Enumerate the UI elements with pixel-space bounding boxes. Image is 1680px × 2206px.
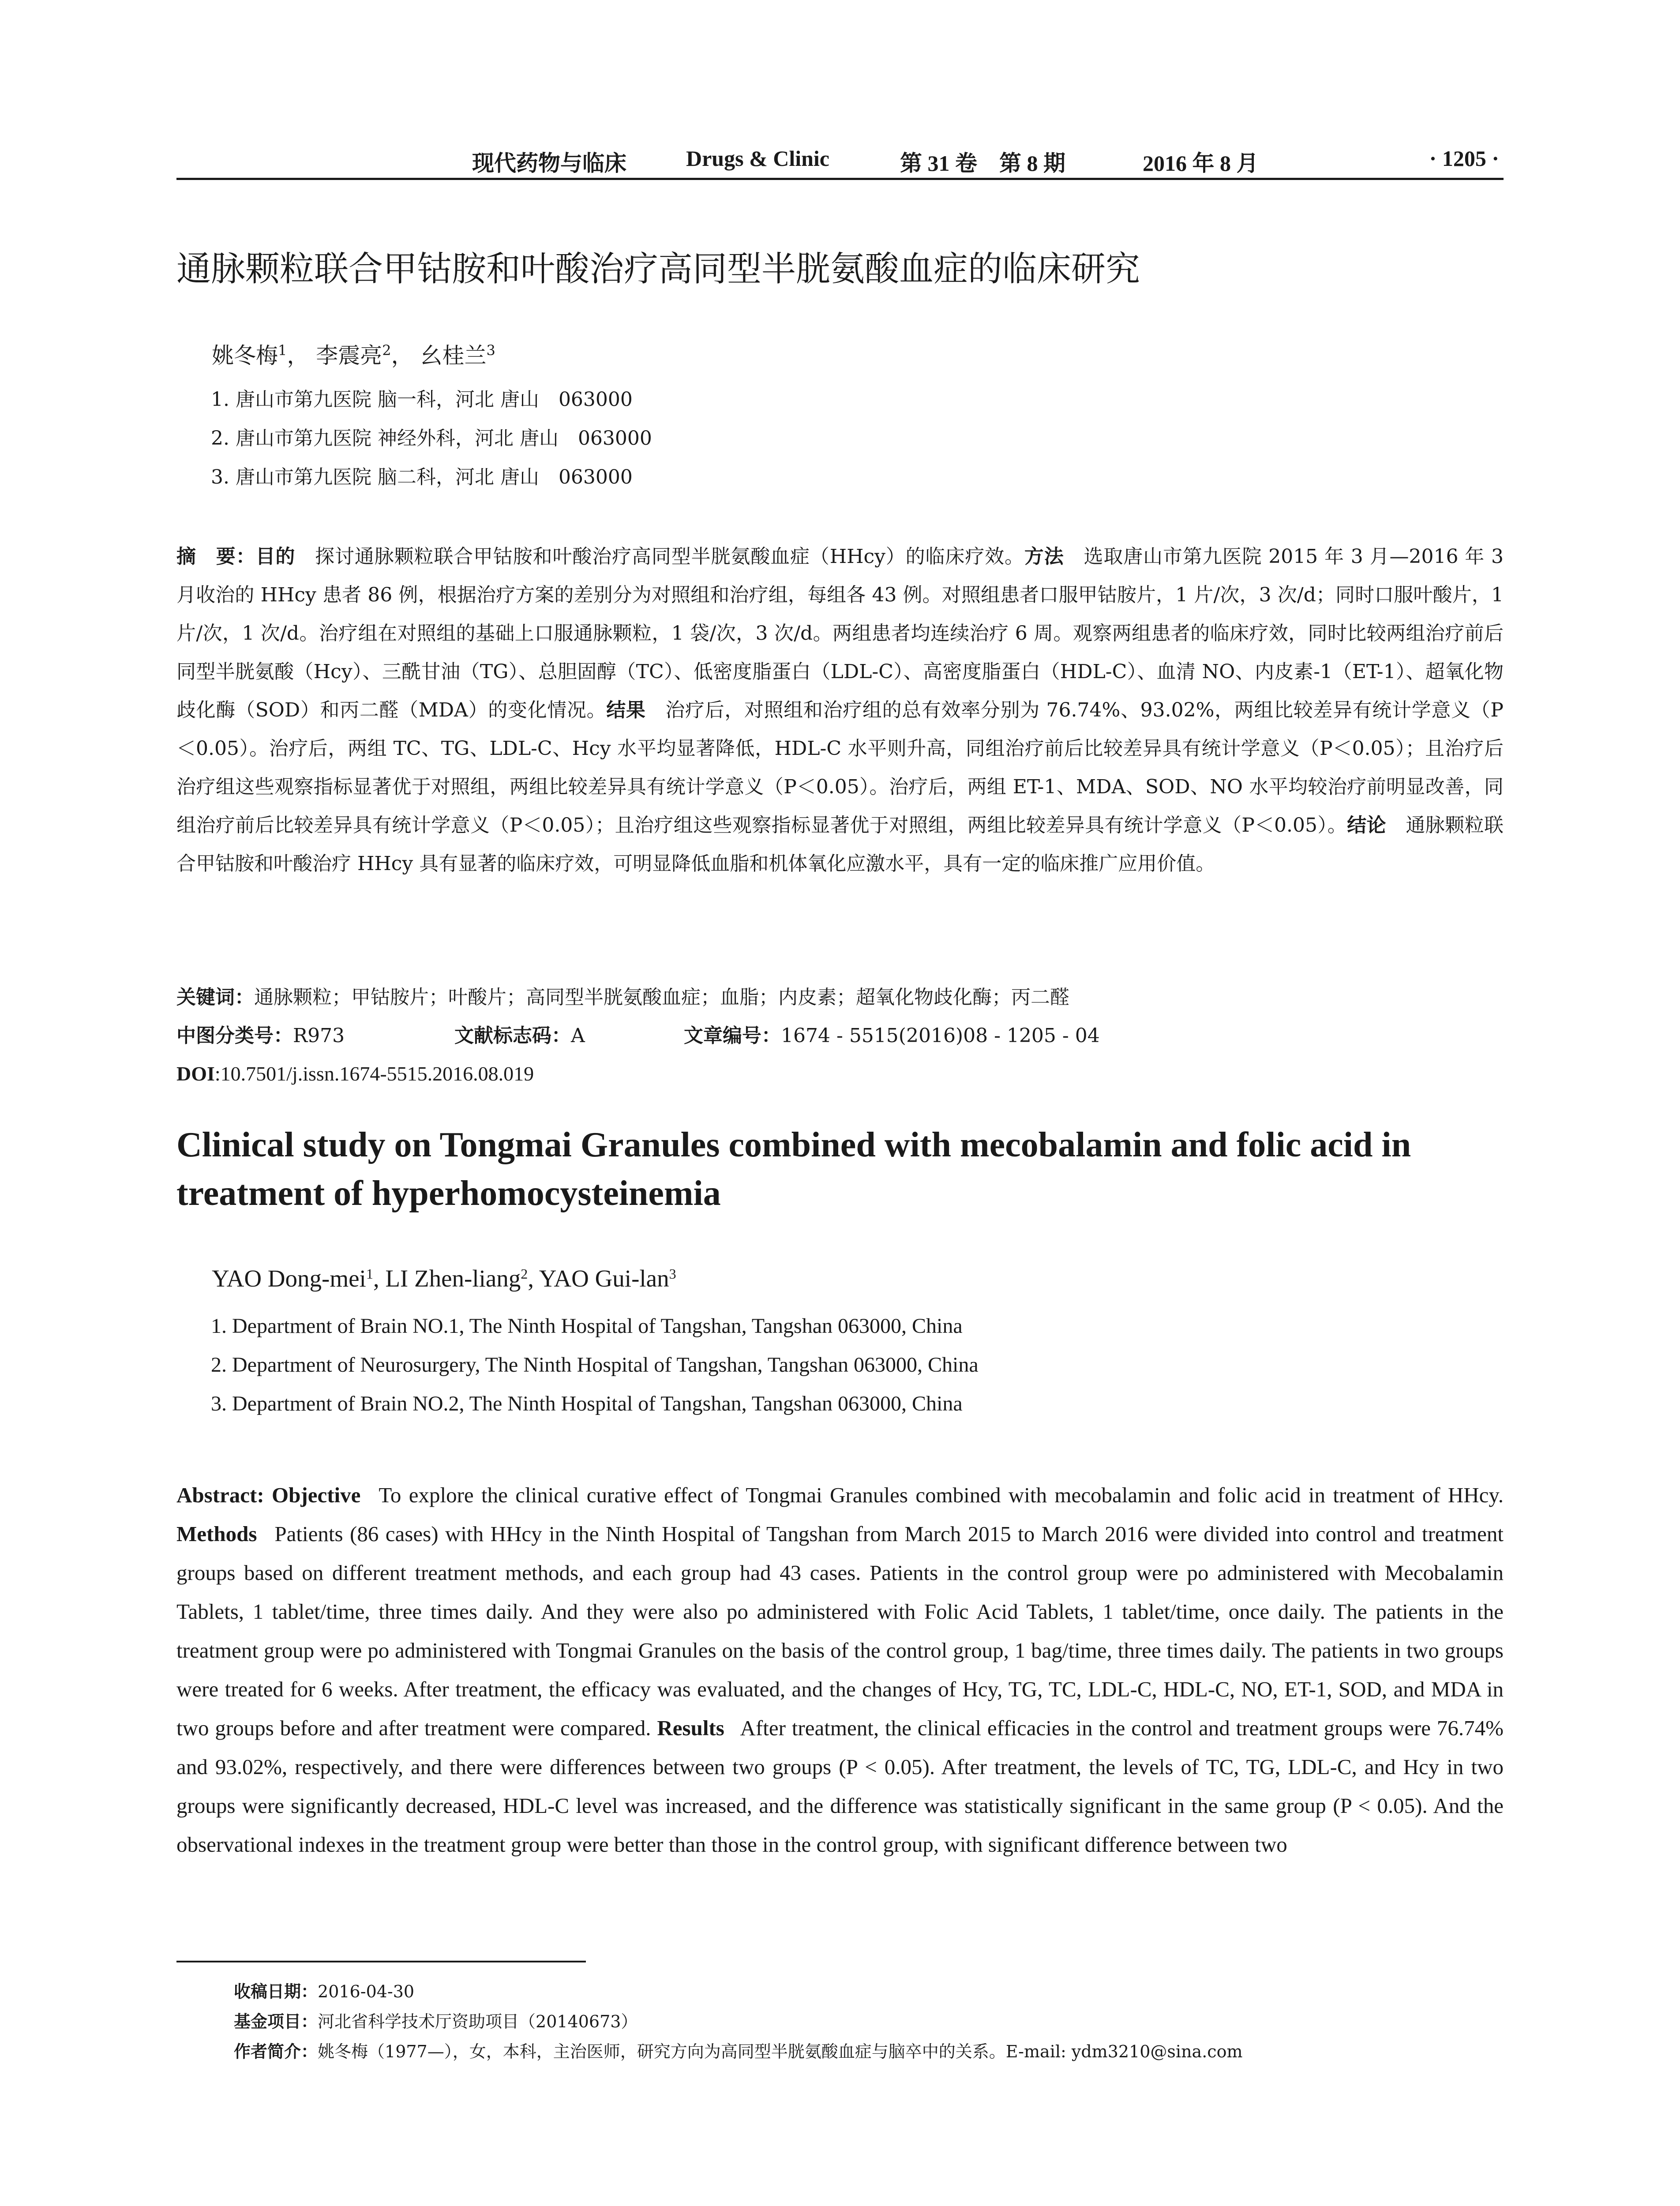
affiliation-cn: 3. 唐山市第九医院 脑二科，河北 唐山 063000 xyxy=(211,466,633,488)
author-en-sup: 1 xyxy=(366,1266,373,1282)
author-cn-sup: 3 xyxy=(486,342,495,359)
affiliation-en: 1. Department of Brain NO.1, The Ninth Hospital of Tangshan, Tangshan 063000, China xyxy=(211,1314,963,1338)
methods-en-text: Patients (86 cases) with HHcy in the Ninth Hospital of Tangshan from March 2015 to March 2016 were divided into control and treatment groups based on different treatment methods, and each group had 43 cases. Patients in the control group were po administered with Mecobalamin Tablets, 1 tablet/time, three times daily. And they were also po administered with Folic Acid Tablets, 1 tablet/time, once daily. The patients in the treatment group were po administered with Tongmai Granules on the basis of the control group, 1 bag/time, three times daily. The patients in two groups were treated for 6 weeks. After treatment, the efficacy was evaluated, and the changes of Hcy, TG, TC, LDL-C, HDL-C, NO, ET-1, SOD, and MDA in two groups before and after treatment were compared. xyxy=(176,1522,1504,1740)
methods-cn-text: 选取唐山市第九医院 2015 年 3 月—2016 年 3 月收治的 HHcy 患者 86 例，根据治疗方案的差别分为对照组和治疗组，每组各 43 例。对照组患者口服甲钴胺片，1 片/次，3 次/d；同时口服叶酸片，1 片/次，1 次/d。治疗组在对照组的基础上口服通脉颗粒，1 袋/次，3 次/d。两组患者均连续治疗 6 周。观察两组患者的临床疗效，同时比较两组治疗前后同型半胱氨酸（Hcy）、三酰甘油（TG）、总胆固醇（TC）、低密度脂蛋白（LDL-C）、高密度脂蛋白（HDL-C）、血清 NO、内皮素-1（ET-1）、超氧化物歧化酶（SOD）和丙二醛（MDA）的变化情况。 xyxy=(176,545,1504,721)
affiliations-cn xyxy=(211,380,652,497)
keywords-text: 通脉颗粒；甲钴胺片；叶酸片；高同型半胱氨酸血症；血脂；内皮素；超氧化物歧化酶；丙二醛 xyxy=(254,986,1069,1009)
abstract-en xyxy=(176,1476,1504,1864)
doi-value[interactable]: :10.7501/j.issn.1674-5515.2016.08.019 xyxy=(214,1062,534,1085)
doi-label: DOI xyxy=(176,1062,215,1085)
results-en-label: Results xyxy=(657,1716,724,1740)
journal-name-en: Drugs & Clinic xyxy=(686,146,829,171)
received-value: 2016-04-30 xyxy=(318,1982,415,2001)
author-en-name: YAO Gui-lan xyxy=(539,1265,669,1292)
author-bio xyxy=(234,2037,1242,2067)
affiliation-en: 3. Department of Brain NO.2, The Ninth Hospital of Tangshan, Tangshan 063000, China xyxy=(211,1392,963,1415)
affiliation-en: 2. Department of Neurosurgery, The Ninth Hospital of Tangshan, Tangshan 063000, China xyxy=(211,1353,979,1377)
author-bio-label: 作者简介： xyxy=(234,2042,318,2061)
title-en: Clinical study on Tongmai Granules combined with mecobalamin and folic acid in treatment of hyperhomocysteinemia xyxy=(176,1126,1411,1213)
author-cn-name: 幺桂兰 xyxy=(420,343,487,368)
affiliation-cn: 1. 唐山市第九医院 脑一科，河北 唐山 063000 xyxy=(211,388,633,411)
affiliations-en xyxy=(211,1307,979,1423)
methods-cn-label: 方法 xyxy=(1024,545,1064,568)
authors-en: YAO Dong-mei$^1$, LI Zhen-liang$^2$, YAO Gui-lan$^3$ xyxy=(212,1265,676,1292)
author-cn-sup: 2 xyxy=(382,342,391,359)
footnote-rule xyxy=(176,1961,586,1962)
title-cn: 通脉颗粒联合甲钴胺和叶酸治疗高同型半胱氨酸血症的临床研究 xyxy=(176,249,1140,289)
author-cn-name: 姚冬梅 xyxy=(212,343,278,368)
results-cn-text: 治疗后，对照组和治疗组的总有效率分别为 76.74%、93.02%，两组比较差异有统计学意义（P＜0.05）。治疗后，两组 TC、TG、LDL-C、Hcy 水平均显著降低，HDL-C 水平则升高，同组治疗前后比较差异具有统计学意义（P＜0.05）；且治疗后治疗组这些观察指标显著优于对照组，两组比较差异具有统计学意义（P＜0.05）。治疗后，两组 ET-1、MDA、SOD、NO 水平均较治疗前明显改善，同组治疗前后比较差异具有统计学意义（P＜0.05）；且治疗组这些观察指标显著优于对照组，两组比较差异具有统计学意义（P＜0.05）。 xyxy=(176,699,1504,837)
running-header xyxy=(176,142,1504,177)
article-no-label: 文章编号： xyxy=(684,1024,781,1047)
doi-line xyxy=(176,1054,1504,1093)
abstract-en-label: Abstract: xyxy=(176,1483,264,1507)
volume-issue: 第 31 卷 第 8 期 xyxy=(900,151,1065,176)
author-en-sup: 2 xyxy=(521,1266,528,1282)
objective-cn-label: 目的 xyxy=(255,545,296,568)
doc-code-value: A xyxy=(571,1024,585,1047)
clc-value: R973 xyxy=(293,1024,345,1047)
fund-value: 河北省科学技术厅资助项目（20140673） xyxy=(318,2012,638,2031)
keywords-label: 关键词： xyxy=(176,986,254,1009)
methods-en-label: Methods xyxy=(176,1522,257,1546)
author-cn-name: 李震亮 xyxy=(316,343,382,368)
results-cn-label: 结果 xyxy=(606,699,646,721)
author-bio-value: 姚冬梅（1977—），女，本科，主治医师，研究方向为高同型半胱氨酸血症与脑卒中的关系。E-mail: ydm3210@sina.com xyxy=(318,2042,1243,2061)
author-en-name: LI Zhen-liang xyxy=(385,1265,521,1292)
header-rule xyxy=(176,178,1504,180)
abstract-cn-label: 摘 要： xyxy=(176,545,256,568)
conclusion-cn-label: 结论 xyxy=(1347,814,1386,837)
article-no-value: 1674 - 5515(2016)08 - 1205 - 04 xyxy=(781,1024,1100,1047)
footnotes xyxy=(234,1977,1242,2067)
objective-en-text: To explore the clinical curative effect of Tongmai Granules combined with mecobalamin and folic acid in treatment of HHcy. xyxy=(379,1483,1504,1507)
received-label: 收稿日期： xyxy=(234,1982,318,2001)
objective-en-label: Objective xyxy=(272,1483,361,1507)
page-number: · 1205 · xyxy=(1429,146,1499,171)
objective-cn-text: 探讨通脉颗粒联合甲钴胺和叶酸治疗高同型半胱氨酸血症（HHcy）的临床疗效。 xyxy=(315,545,1024,568)
conclusion-cn-text: 通脉颗粒联合甲钴胺和叶酸治疗 HHcy 具有显著的临床疗效，可明显降低血脂和机体氧化应激水平，具有一定的临床推广应用价值。 xyxy=(176,814,1504,875)
affiliation-cn: 2. 唐山市第九医院 神经外科，河北 唐山 063000 xyxy=(211,427,652,450)
issue-date: 2016 年 8 月 xyxy=(1143,151,1259,176)
authors-cn: 姚冬梅$^1$， 李震亮$^2$， 幺桂兰$^3$ xyxy=(212,342,495,368)
clc-label: 中图分类号： xyxy=(176,1024,293,1047)
fund-label: 基金项目： xyxy=(234,2012,318,2031)
keywords-cn xyxy=(176,978,1504,1017)
abstract-cn xyxy=(176,537,1504,883)
author-en-sup: 3 xyxy=(669,1266,676,1282)
author-cn-sup: 1 xyxy=(278,342,287,359)
fund-info xyxy=(234,2007,1242,2037)
journal-name-cn: 现代药物与临床 xyxy=(472,151,626,176)
author-en-name: YAO Dong-mei xyxy=(212,1265,366,1292)
doc-code-label: 文献标志码： xyxy=(454,1024,571,1047)
classification-line xyxy=(176,1017,1504,1055)
received-date xyxy=(234,1977,1242,2007)
results-en-text: After treatment, the clinical efficacies in the control and treatment groups were 76.74% and 93.02%, respectively, and there were differences between two groups (P < 0.05). After treatment, the levels of TC, TG, LDL-C, and Hcy in two groups were significantly decreased, HDL-C level was increased, and the difference was statistically significant in the same group (P < 0.05). And the observational indexes in the treatment group were better than those in the control group, with significant difference between two xyxy=(176,1716,1504,1857)
